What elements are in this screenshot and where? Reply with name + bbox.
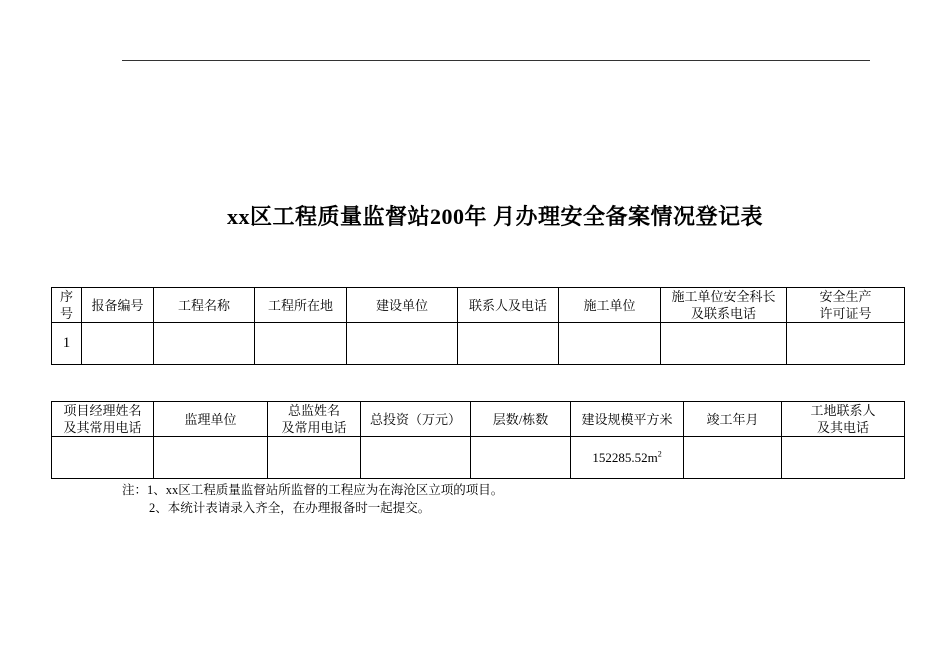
table-row [52,323,905,365]
table-row [52,437,905,479]
col-header-project-location: 工程所在地 [255,288,347,323]
scale-value: 152285.52m [592,450,658,465]
cell-site-contact[interactable] [782,437,905,479]
col-header-filing-number: 报备编号 [82,288,154,323]
col-header-chief-supervisor: 总监姓名 及常用电话 [268,402,361,437]
col-header-index: 序 号 [52,288,82,323]
cell-floors-buildings[interactable] [471,437,571,479]
col-header-developer: 建设单位 [347,288,458,323]
col-header-construction-scale: 建设规模平方米 [571,402,684,437]
table1-header-row [52,288,905,323]
cell-safety-license[interactable] [787,323,905,365]
footnote-2: 2、本统计表请录入齐全，在办理报备时一起提交。 [149,501,431,515]
cell-contractor[interactable] [559,323,661,365]
col-header-completion-date: 竣工年月 [684,402,782,437]
col-header-floors-buildings: 层数/栋数 [471,402,571,437]
cell-total-investment[interactable] [361,437,471,479]
cell-developer[interactable] [347,323,458,365]
footnote-1: 注：1、xx区工程质量监督站所监督的工程应为在海沧区立项的项目。 [122,483,504,497]
col-header-total-investment: 总投资（万元） [361,402,471,437]
col-header-safety-license: 安全生产 许可证号 [787,288,905,323]
cell-supervisor-unit[interactable] [154,437,268,479]
cell-project-location[interactable] [255,323,347,365]
cell-filing-number[interactable] [82,323,154,365]
header-rule [122,60,870,61]
col-header-contact-phone: 联系人及电话 [458,288,559,323]
col-header-site-contact: 工地联系人 及其电话 [782,402,905,437]
col-header-project-manager: 项目经理姓名 及其常用电话 [52,402,154,437]
cell-safety-chief[interactable] [661,323,787,365]
registration-table-1 [51,287,905,365]
cell-project-name[interactable] [154,323,255,365]
cell-chief-supervisor[interactable] [268,437,361,479]
cell-project-manager[interactable] [52,437,154,479]
col-header-contractor: 施工单位 [559,288,661,323]
col-header-safety-chief: 施工单位安全科长 及联系电话 [661,288,787,323]
table2-header-row [52,402,905,437]
footnotes [122,481,503,517]
col-header-supervisor-unit: 监理单位 [154,402,268,437]
cell-construction-scale[interactable] [571,437,684,479]
cell-index[interactable]: 1 [52,323,82,365]
col-header-project-name: 工程名称 [154,288,255,323]
form-title: xx区工程质量监督站200年 月办理安全备案情况登记表 [226,204,763,229]
registration-table-2 [51,401,905,479]
cell-contact-phone[interactable] [458,323,559,365]
scale-unit-superscript: 2 [657,449,662,459]
cell-completion-date[interactable] [684,437,782,479]
